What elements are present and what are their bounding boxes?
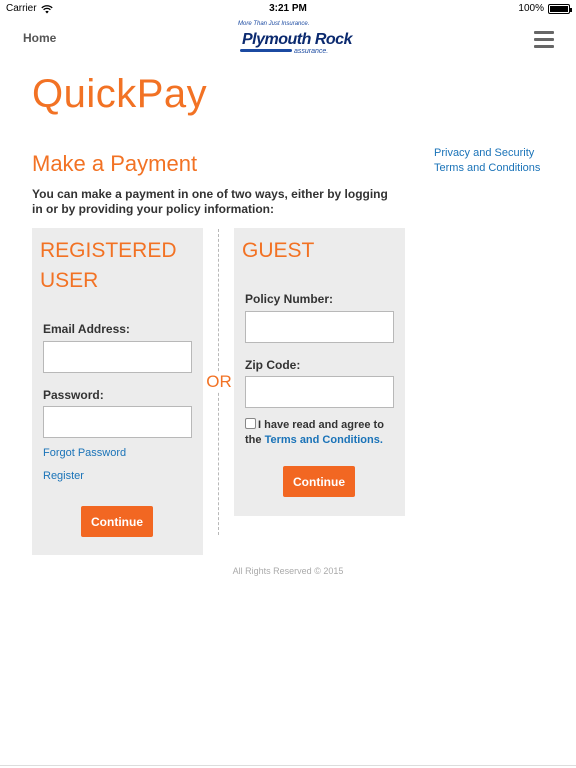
intro-text: You can make a payment in one of two ways, either by logging in or by providing your policy information: [32, 187, 388, 216]
home-link[interactable]: Home [23, 31, 57, 45]
agree-terms-link[interactable]: Terms and Conditions. [264, 434, 383, 446]
policy-number-field[interactable] [245, 311, 394, 343]
side-links [434, 146, 540, 176]
logo-sub: assurance. [294, 48, 329, 55]
plymouth-rock-logo[interactable] [236, 21, 356, 61]
hamburger-menu-icon[interactable] [534, 31, 554, 48]
logo-tagline: More Than Just Insurance. [238, 21, 310, 27]
registered-continue-button[interactable]: Continue [81, 506, 153, 537]
logo-swoosh [240, 49, 292, 52]
terms-agreement [245, 418, 400, 448]
status-bar [0, 0, 576, 18]
email-field[interactable] [43, 341, 192, 373]
email-label: Email Address: [43, 322, 130, 336]
terms-checkbox[interactable] [245, 418, 256, 429]
logo-name: Plymouth Rock [242, 31, 352, 48]
guest-panel [234, 228, 405, 516]
registered-heading: REGISTERED USER [40, 239, 177, 292]
battery-indicator [518, 3, 570, 14]
status-time: 3:21 PM [269, 3, 307, 14]
agree-text: I have read and agree to the [245, 419, 384, 446]
carrier-label: Carrier [6, 3, 37, 14]
privacy-security-link[interactable]: Privacy and Security [434, 147, 535, 159]
policy-number-label: Policy Number: [245, 292, 334, 306]
guest-continue-button[interactable]: Continue [283, 466, 355, 497]
register-link[interactable]: Register [43, 470, 84, 482]
registered-user-panel [32, 228, 203, 555]
guest-heading: GUEST [242, 239, 315, 262]
footer-copyright: All Rights Reserved © 2015 [232, 566, 344, 576]
battery-percent: 100% [518, 3, 544, 14]
zip-code-label: Zip Code: [245, 358, 301, 372]
battery-icon [548, 4, 570, 14]
zip-code-field[interactable] [245, 376, 394, 408]
password-field[interactable] [43, 406, 192, 438]
or-label: OR [206, 372, 232, 391]
bottom-divider [0, 765, 576, 766]
section-title: Make a Payment [32, 151, 198, 176]
password-label: Password: [43, 388, 104, 402]
app-header [0, 18, 576, 62]
terms-conditions-link[interactable]: Terms and Conditions [434, 162, 541, 174]
forgot-password-link[interactable]: Forgot Password [43, 447, 127, 459]
page-title: QuickPay [32, 72, 208, 116]
